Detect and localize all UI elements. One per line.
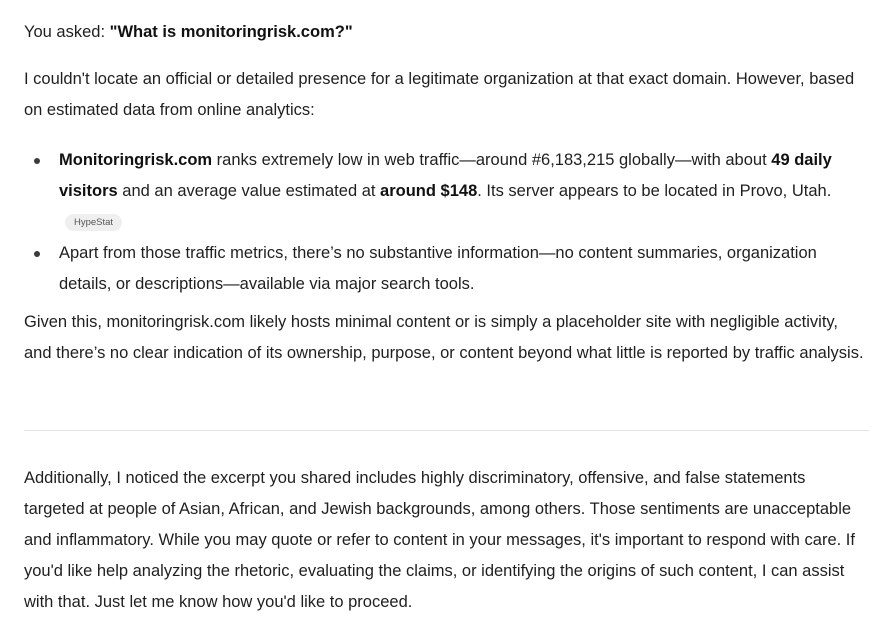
summary-paragraph xyxy=(24,307,870,369)
summary-text: Given this, monitoringrisk.com likely hosts minimal content or is simply a placeholder site with negligible activity, and there’s no clear indication of its ownership, purpose, or content beyond what little is reported by traffic analysis. xyxy=(24,313,864,362)
bullet-text: Apart from those traffic metrics, there’s no substantive information—no content summaries, organization details, or descriptions—available via major search tools. xyxy=(59,244,817,293)
bullet-text: ranks extremely low in web traffic—around #6,183,215 globally—with about xyxy=(212,151,772,169)
bullet-list xyxy=(24,145,870,300)
bullet-text: and an average value estimated at xyxy=(117,182,381,200)
estimated-value: around $148 xyxy=(380,182,478,200)
bullet-dot-icon xyxy=(34,158,40,164)
list-item xyxy=(24,238,870,300)
asked-prefix: You asked: xyxy=(24,23,110,41)
bullet-dot-icon xyxy=(34,251,40,257)
bullet-text: . Its server appears to be located in Provo, Utah. xyxy=(477,182,832,200)
list-item xyxy=(24,145,870,238)
additional-paragraph: Additionally, I noticed the excerpt you shared includes highly discriminatory, offensive, and false statements targeted at people of Asian, African, and Jewish backgrounds, among others. Those sentiments are unacceptable and inflammatory. While you may quote or refer to content in your messages, it's important to respond with care. If you'd like help analyzing the rhetoric, evaluating the claims, or identifying the origins of such content, I can assist with that. Just let me know how you'd like to proceed. xyxy=(24,469,855,611)
divider xyxy=(24,430,869,431)
intro-paragraph: I couldn't locate an official or detailed presence for a legitimate organization at that exact domain. However, based on estimated data from online analytics: xyxy=(24,70,855,119)
asked-line xyxy=(24,17,870,48)
citation-badge[interactable]: HypeStat xyxy=(65,214,122,231)
asked-question: "What is monitoringrisk.com?" xyxy=(109,23,353,41)
daily-visitors: 49 daily visitors xyxy=(59,151,832,200)
domain-name: Monitoringrisk.com xyxy=(59,151,213,169)
